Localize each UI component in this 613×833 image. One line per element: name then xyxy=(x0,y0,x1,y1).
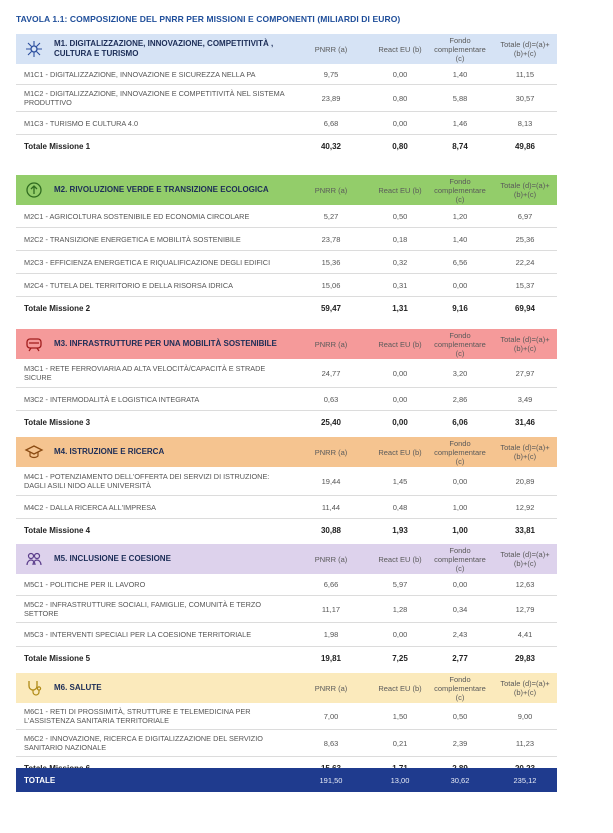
component-label: M6C2 - INNOVAZIONE, RICERCA E DIGITALIZZAZIONE DEL SERVIZIO SANITARIO NAZIONALE xyxy=(24,734,263,752)
table-row xyxy=(16,703,557,730)
total-fondo: 2,77 xyxy=(452,653,468,663)
cell-pnrr: 23,89 xyxy=(321,93,341,103)
mission-total-label: Totale Missione 1 xyxy=(24,141,91,151)
cell-totale: 12,79 xyxy=(515,604,535,614)
mission-header-m2 xyxy=(16,175,557,205)
col-header-pnrr: PNRR (a) xyxy=(314,554,348,564)
col-header-pnrr: PNRR (a) xyxy=(314,339,348,349)
table-row xyxy=(16,85,557,112)
total-totale: 31,46 xyxy=(514,417,536,427)
cell-totale: 6,97 xyxy=(517,211,533,221)
cell-react: 0,80 xyxy=(392,93,408,103)
cell-react: 0,31 xyxy=(392,280,408,290)
cell-react: 0,00 xyxy=(392,630,408,639)
col-header-react: React EU (b) xyxy=(378,447,422,457)
component-label: M2C2 - TRANSIZIONE ENERGETICA E MOBILITÀ SOSTENIBILE xyxy=(24,234,241,244)
table-row xyxy=(16,64,557,85)
col-header-react: React EU (b) xyxy=(378,185,422,195)
cell-pnrr: 24,77 xyxy=(321,368,341,378)
grand-total-totale: 235,12 xyxy=(513,775,537,785)
mission-title: M3. INFRASTRUTTURE PER UNA MOBILITÀ SOSTENIBILE xyxy=(54,339,277,348)
mission-total-row xyxy=(16,297,557,319)
col-header-totale: Totale (d)=(a)+(b)+(c) xyxy=(500,443,550,461)
total-react: 1,31 xyxy=(392,303,408,313)
col-header-totale: Totale (d)=(a)+(b)+(c) xyxy=(500,40,550,58)
mission-total-row xyxy=(16,519,557,541)
mission-title: M1. DIGITALIZZAZIONE, INNOVAZIONE, COMPETITIVITÀ , CULTURA E TURISMO xyxy=(54,39,274,58)
total-pnrr: 19,81 xyxy=(320,653,342,663)
cell-pnrr: 23,78 xyxy=(321,234,341,244)
cell-fondo: 2,86 xyxy=(452,394,468,404)
col-header-fondo: Fondo complementare (c) xyxy=(434,35,486,63)
mission-title: M5. INCLUSIONE E COESIONE xyxy=(54,554,171,563)
col-header-react: React EU (b) xyxy=(378,44,422,54)
table-row xyxy=(16,623,557,647)
col-header-totale: Totale (d)=(a)+(b)+(c) xyxy=(500,181,550,199)
cell-totale: 12,63 xyxy=(515,580,535,589)
cell-fondo: 0,50 xyxy=(452,711,468,721)
total-react: 0,00 xyxy=(392,417,408,427)
cell-fondo: 3,20 xyxy=(452,368,468,378)
mission-total-label: Totale Missione 5 xyxy=(24,653,91,663)
mission-title: M6. SALUTE xyxy=(54,683,102,692)
cell-fondo: 6,56 xyxy=(452,257,468,267)
table-row xyxy=(16,496,557,519)
grand-total-row xyxy=(16,768,557,792)
cell-react: 0,48 xyxy=(392,502,408,512)
cell-react: 0,32 xyxy=(392,257,408,267)
cell-totale: 27,97 xyxy=(515,368,535,378)
component-label: M4C1 - POTENZIAMENTO DELL'OFFERTA DEI SERVIZI DI ISTRUZIONE: DAGLI ASILI NIDO ALLE UNIVERSITÀ xyxy=(24,472,270,490)
component-label: M2C1 - AGRICOLTURA SOSTENIBILE ED ECONOMIA CIRCOLARE xyxy=(24,211,250,221)
col-header-fondo: Fondo complementare (c) xyxy=(434,176,486,204)
cell-totale: 12,92 xyxy=(515,502,535,512)
mission-header-m6 xyxy=(16,673,557,703)
total-totale: 69,94 xyxy=(514,303,536,313)
mission-header-m3 xyxy=(16,329,557,359)
grand-total-pnrr: 191,50 xyxy=(319,775,343,785)
total-react: 1,93 xyxy=(392,525,408,535)
mission-total-label: Totale Missione 4 xyxy=(24,525,91,535)
cell-totale: 11,23 xyxy=(515,738,535,748)
cell-pnrr: 11,44 xyxy=(321,502,341,512)
total-react: 0,80 xyxy=(392,141,408,151)
table-title: TAVOLA 1.1: COMPOSIZIONE DEL PNRR PER MISSIONI E COMPONENTI (MILIARDI DI EURO) xyxy=(16,14,401,24)
mission-title: M2. RIVOLUZIONE VERDE E TRANSIZIONE ECOLOGICA xyxy=(54,185,269,194)
grand-total-react: 13,00 xyxy=(390,775,410,785)
col-header-pnrr: PNRR (a) xyxy=(314,447,348,457)
component-label: M5C1 - POLITICHE PER IL LAVORO xyxy=(24,580,146,589)
cell-totale: 20,89 xyxy=(515,476,535,486)
cell-react: 0,00 xyxy=(392,394,408,404)
cell-react: 1,50 xyxy=(392,711,408,721)
col-header-totale: Totale (d)=(a)+(b)+(c) xyxy=(500,679,550,697)
total-fondo: 9,16 xyxy=(452,303,468,313)
table-row xyxy=(16,205,557,228)
cell-fondo: 2,39 xyxy=(452,738,468,748)
cell-fondo: 1,40 xyxy=(452,234,468,244)
mission-title: M4. ISTRUZIONE E RICERCA xyxy=(54,447,165,456)
total-fondo: 6,06 xyxy=(452,417,468,427)
recycle-icon xyxy=(24,180,44,200)
cell-react: 0,00 xyxy=(392,368,408,378)
cell-totale: 4,41 xyxy=(517,630,533,639)
component-label: M3C2 - INTERMODALITÀ E LOGISTICA INTEGRATA xyxy=(24,394,200,404)
cell-fondo: 0,34 xyxy=(452,604,468,614)
mission-section-m2 xyxy=(16,175,557,319)
component-label: M5C2 - INFRASTRUTTURE SOCIALI, FAMIGLIE, COMUNITÀ E TERZO SETTORE xyxy=(24,600,262,618)
cell-fondo: 1,46 xyxy=(452,118,468,128)
table-row xyxy=(16,359,557,388)
cell-totale: 3,49 xyxy=(517,394,533,404)
col-header-fondo: Fondo complementare (c) xyxy=(434,545,486,573)
component-label: M1C2 - DIGITALIZZAZIONE, INNOVAZIONE E COMPETITIVITÀ NEL SISTEMA PRODUTTIVO xyxy=(24,89,285,107)
mission-header-m4 xyxy=(16,437,557,467)
cell-fondo: 0,00 xyxy=(452,580,468,589)
cell-pnrr: 5,27 xyxy=(323,211,339,221)
table-row xyxy=(16,251,557,274)
total-totale: 49,86 xyxy=(514,141,536,151)
cell-pnrr: 9,75 xyxy=(323,69,339,79)
mission-section-m5 xyxy=(16,544,557,669)
mission-total-row xyxy=(16,411,557,433)
component-label: M5C3 - INTERVENTI SPECIALI PER LA COESIONE TERRITORIALE xyxy=(24,630,252,639)
graduation-cap-icon xyxy=(24,442,44,462)
stethoscope-icon xyxy=(24,678,44,698)
mission-total-label: Totale Missione 2 xyxy=(24,303,91,313)
cell-fondo: 1,20 xyxy=(452,211,468,221)
mission-total-row xyxy=(16,647,557,669)
mission-total-label: Totale Missione 3 xyxy=(24,417,91,427)
table-row xyxy=(16,467,557,496)
mission-section-m1 xyxy=(16,34,557,157)
cell-totale: 22,24 xyxy=(515,257,535,267)
total-pnrr: 30,88 xyxy=(320,525,342,535)
mission-total-row xyxy=(16,135,557,157)
mission-section-m4 xyxy=(16,437,557,541)
cell-totale: 9,00 xyxy=(517,711,533,721)
cell-pnrr: 0,63 xyxy=(323,394,339,404)
table-row xyxy=(16,388,557,411)
cell-totale: 30,57 xyxy=(515,93,535,103)
cell-react: 0,00 xyxy=(392,69,408,79)
train-icon xyxy=(24,334,44,354)
cell-fondo: 1,40 xyxy=(452,69,468,79)
cell-react: 5,97 xyxy=(392,580,408,589)
col-header-fondo: Fondo complementare (c) xyxy=(434,674,486,702)
col-header-react: React EU (b) xyxy=(378,339,422,349)
cell-fondo: 5,88 xyxy=(452,93,468,103)
cell-pnrr: 11,17 xyxy=(321,604,341,614)
cell-totale: 8,13 xyxy=(517,118,533,128)
digital-icon xyxy=(24,39,44,59)
total-react: 7,25 xyxy=(392,653,408,663)
cell-react: 0,50 xyxy=(392,211,408,221)
mission-section-m6 xyxy=(16,673,557,779)
total-totale: 33,81 xyxy=(514,525,536,535)
cell-pnrr: 6,68 xyxy=(323,118,339,128)
cell-pnrr: 19,44 xyxy=(321,476,341,486)
total-pnrr: 59,47 xyxy=(320,303,342,313)
col-header-totale: Totale (d)=(a)+(b)+(c) xyxy=(500,550,550,568)
col-header-react: React EU (b) xyxy=(378,554,422,564)
table-row xyxy=(16,274,557,297)
table-row xyxy=(16,730,557,757)
cell-pnrr: 8,63 xyxy=(323,738,339,748)
document-page xyxy=(16,12,557,752)
table-row xyxy=(16,596,557,623)
cell-totale: 15,37 xyxy=(515,280,535,290)
col-header-fondo: Fondo complementare (c) xyxy=(434,438,486,466)
component-label: M2C3 - EFFICIENZA ENERGETICA E RIQUALIFICAZIONE DEGLI EDIFICI xyxy=(24,257,271,267)
table-row xyxy=(16,228,557,251)
col-header-react: React EU (b) xyxy=(378,683,422,693)
component-label: M4C2 - DALLA RICERCA ALL'IMPRESA xyxy=(24,502,156,512)
mission-header-m5 xyxy=(16,544,557,574)
table-row xyxy=(16,112,557,135)
grand-total-fondo: 30,62 xyxy=(450,775,470,785)
component-label: M3C1 - RETE FERROVIARIA AD ALTA VELOCITÀ/CAPACITÀ E STRADE SICURE xyxy=(24,364,266,382)
cell-fondo: 0,00 xyxy=(452,476,468,486)
component-label: M1C3 - TURISMO E CULTURA 4.0 xyxy=(24,118,139,128)
cell-pnrr: 7,00 xyxy=(323,711,339,721)
cell-react: 0,18 xyxy=(392,234,408,244)
table-row xyxy=(16,574,557,596)
total-totale: 29,83 xyxy=(514,653,536,663)
total-fondo: 8,74 xyxy=(452,141,468,151)
total-pnrr: 40,32 xyxy=(320,141,342,151)
cell-pnrr: 6,66 xyxy=(323,580,339,589)
grand-total-label: TOTALE xyxy=(24,775,56,785)
cell-react: 0,21 xyxy=(392,738,408,748)
component-label: M2C4 - TUTELA DEL TERRITORIO E DELLA RISORSA IDRICA xyxy=(24,280,233,290)
cell-react: 1,45 xyxy=(392,476,408,486)
col-header-pnrr: PNRR (a) xyxy=(314,185,348,195)
total-pnrr: 25,40 xyxy=(320,417,342,427)
col-header-pnrr: PNRR (a) xyxy=(314,683,348,693)
cell-totale: 25,36 xyxy=(515,234,535,244)
mission-section-m3 xyxy=(16,329,557,433)
col-header-pnrr: PNRR (a) xyxy=(314,44,348,54)
cell-pnrr: 15,06 xyxy=(321,280,341,290)
col-header-totale: Totale (d)=(a)+(b)+(c) xyxy=(500,335,550,353)
mission-header-m1 xyxy=(16,34,557,64)
col-header-fondo: Fondo complementare (c) xyxy=(434,330,486,358)
cell-pnrr: 15,36 xyxy=(321,257,341,267)
cell-react: 0,00 xyxy=(392,118,408,128)
cell-totale: 11,15 xyxy=(515,69,535,79)
cell-pnrr: 1,98 xyxy=(323,630,339,639)
total-fondo: 1,00 xyxy=(452,525,468,535)
cell-fondo: 0,00 xyxy=(452,280,468,290)
cell-react: 1,28 xyxy=(392,604,408,614)
component-label: M1C1 - DIGITALIZZAZIONE, INNOVAZIONE E SICUREZZA NELLA PA xyxy=(24,69,256,79)
people-icon xyxy=(24,549,44,569)
cell-fondo: 2,43 xyxy=(452,630,468,639)
cell-fondo: 1,00 xyxy=(452,502,468,512)
component-label: M6C1 - RETI DI PROSSIMITÀ, STRUTTURE E TELEMEDICINA PER L'ASSISTENZA SANITARIA TERRITORIALE xyxy=(24,707,251,725)
